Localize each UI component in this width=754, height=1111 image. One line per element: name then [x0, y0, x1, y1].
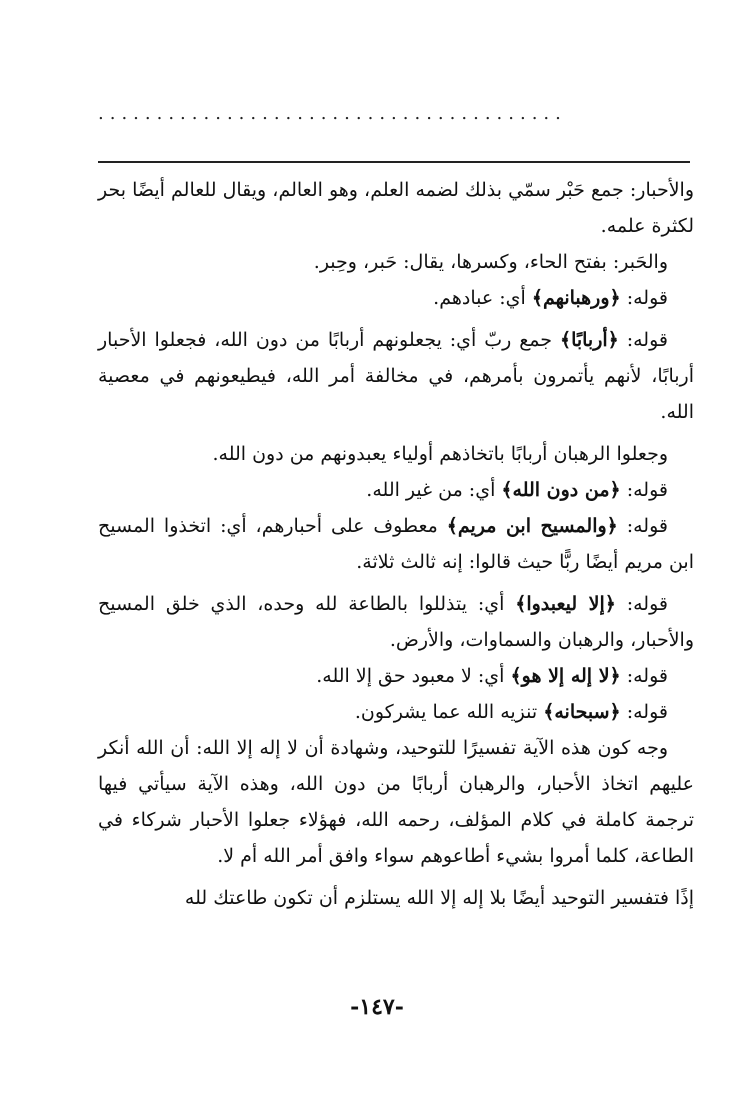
quran-quote: ﴿سبحانه﴾: [543, 701, 621, 723]
paragraph: [98, 586, 694, 658]
paragraph-lead: قوله:: [620, 287, 668, 309]
paragraph-lead: قوله:: [620, 479, 668, 501]
paragraph-lead: قوله:: [618, 329, 668, 351]
paragraph: [98, 172, 694, 244]
header-rule: [98, 161, 690, 163]
paragraph: [98, 658, 694, 694]
paragraph-text: وجه كون هذه الآية تفسيرًا للتوحيد، وشهادة أن لا إله إلا الله: أن الله أنكر عليهم اتخاذ الأحبار، والرهبان أربابًا من دون الله، وهذه الآية سيأتي فيها ترجمة كاملة في كلام المؤلف، رحمه الله، فهؤلاء جعلوا الأحبار شركاء في الطاعة، كلما أمروا بشيء أطاعوهم سواء وافق أمر الله أم لا.: [98, 737, 694, 867]
paragraph-text: إذًا فتفسير التوحيد أيضًا بلا إله إلا الله يستلزم أن تكون طاعتك لله: [184, 887, 694, 909]
paragraph: [98, 508, 694, 580]
page-number: -١٤٧-: [350, 994, 404, 1020]
paragraph-text: أي: يتذللوا بالطاعة لله وحده، الذي خلق المسيح والأحبار، والرهبان والسماوات، والأرض.: [98, 593, 694, 651]
paragraph-lead: قوله:: [615, 593, 668, 615]
paragraph-text: وجعلوا الرهبان أربابًا باتخاذهم أولياء يعبدونهم من دون الله.: [212, 443, 668, 465]
paragraph-text: جمع ربّ أي: يجعلونهم أربابًا من دون الله، فجعلوا الأحبار أربابًا، لأنهم يأتمرون بأمرهم، في مخالفة أمر الله، فيطيعونهم في معصية الله.: [98, 329, 694, 423]
paragraph-text: أي: من غير الله.: [366, 479, 502, 501]
paragraph-text: والحَبر: بفتح الحاء، وكسرها، يقال: حَبر، وحِبر.: [313, 251, 668, 273]
paragraph: [98, 244, 694, 280]
page-body: [98, 172, 694, 916]
quran-quote: ﴿من دون الله﴾: [501, 479, 621, 501]
paragraph-text: والأحبار: جمع حَبْر سمّي بذلك لضمه العلم، وهو العالم، ويقال للعالم أيضًا بحر لكثرة علمه.: [98, 179, 694, 237]
paragraph-lead: قوله:: [620, 665, 668, 687]
paragraph: [98, 730, 694, 874]
paragraph-text: أي: لا معبود حق إلا الله.: [316, 665, 511, 687]
quran-quote: ﴿ورهبانهم﴾: [531, 287, 621, 309]
dotted-separator: ........................................: [98, 104, 567, 124]
quran-quote: ﴿والمسيح ابن مريم﴾: [446, 515, 618, 537]
paragraph-lead: قوله:: [620, 701, 668, 723]
quran-quote: ﴿أربابًا﴾: [559, 329, 619, 351]
quran-quote: ﴿لا إله إلا هو﴾: [510, 665, 621, 687]
paragraph: [98, 280, 694, 316]
paragraph: [98, 322, 694, 430]
paragraph: [98, 880, 694, 916]
paragraph: [98, 694, 694, 730]
paragraph-text: أي: عبادهم.: [433, 287, 532, 309]
paragraph-text: تنزيه الله عما يشركون.: [354, 701, 544, 723]
quran-quote: ﴿إلا ليعبدوا﴾: [515, 593, 616, 615]
paragraph: [98, 436, 694, 472]
paragraph-lead: قوله:: [617, 515, 668, 537]
paragraph-text: معطوف على أحبارهم، أي: اتخذوا المسيح ابن مريم أيضًا ربًّا حيث قالوا: إنه ثالث ثلاثة.: [98, 515, 694, 573]
paragraph: [98, 472, 694, 508]
